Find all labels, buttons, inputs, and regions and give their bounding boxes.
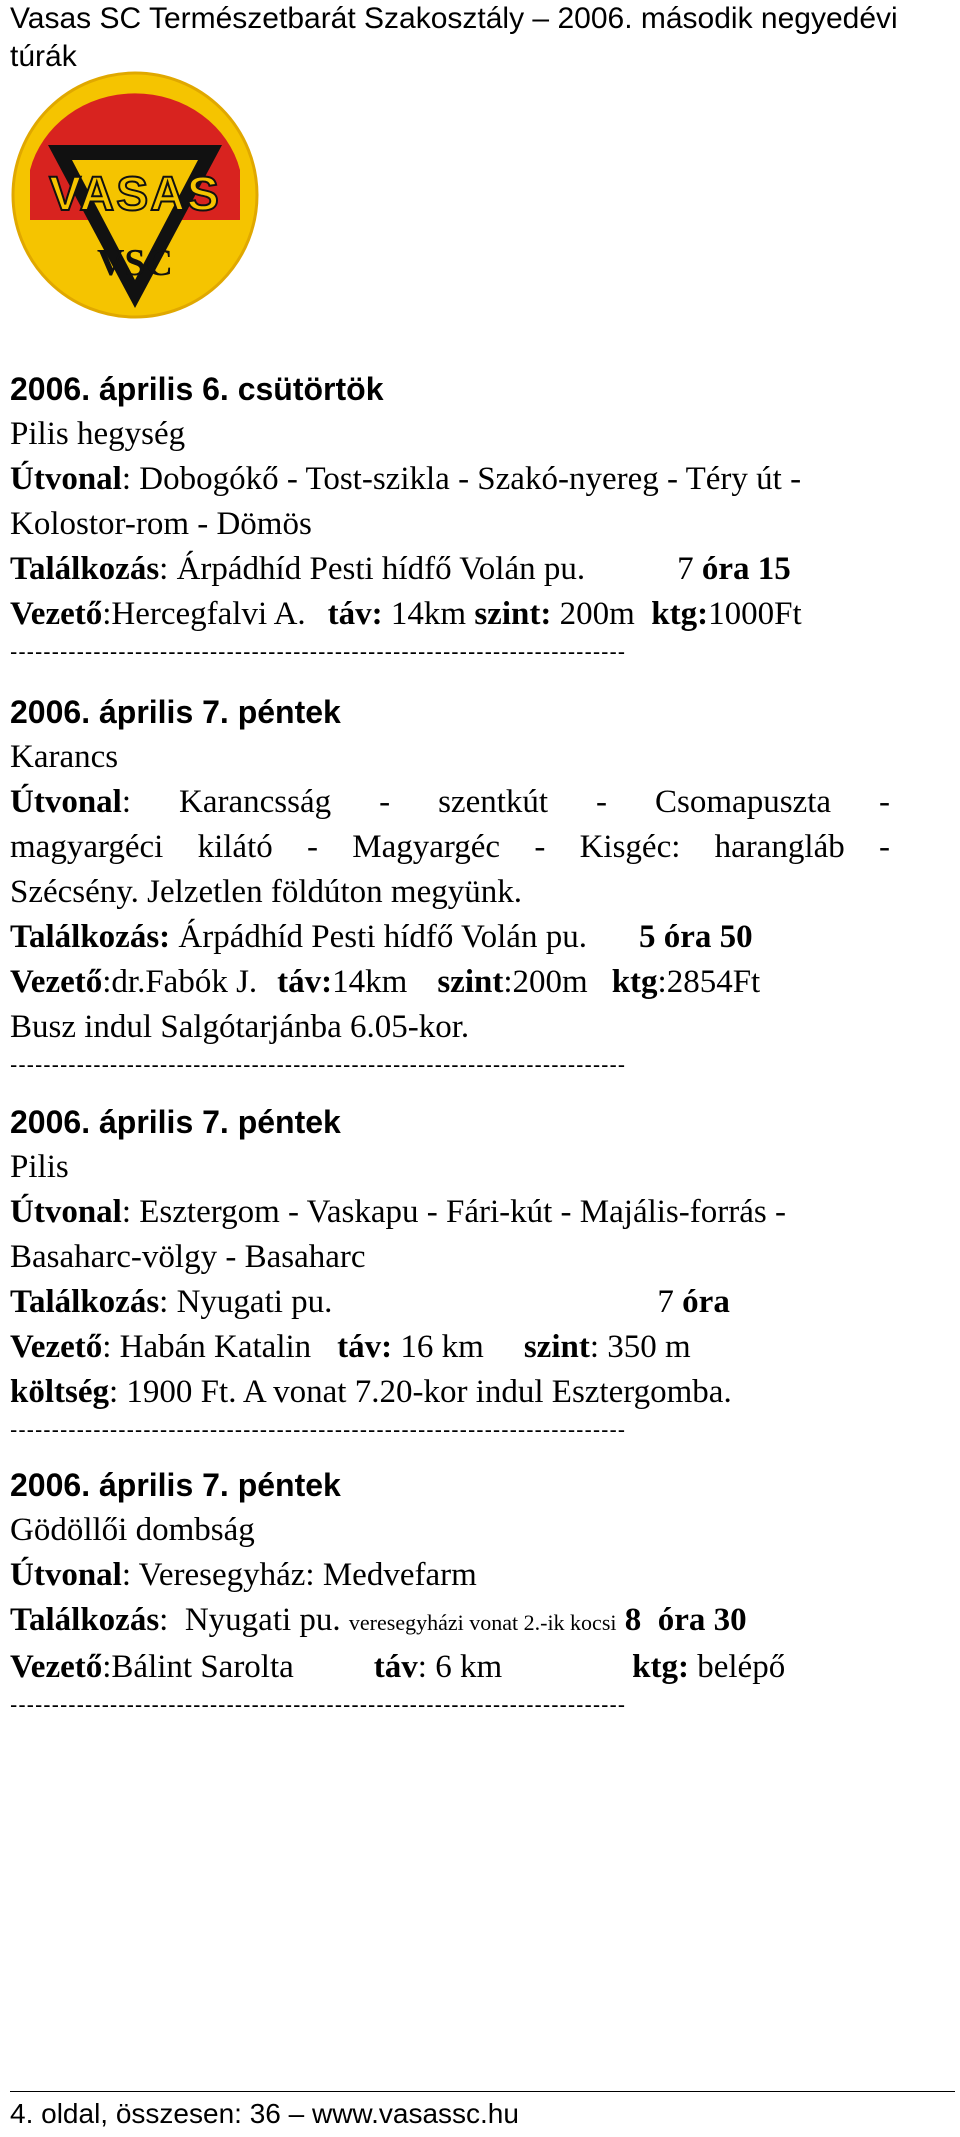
meeting-label: Találkozás (10, 1284, 160, 1320)
meeting-place: Nyugati pu. (176, 1284, 333, 1320)
route-label: Útvonal (10, 1557, 122, 1593)
tour-area: Karancs (10, 739, 119, 775)
time-minute: 15 (757, 551, 791, 587)
vasas-logo (10, 70, 260, 320)
meeting-place: Árpádhíd Pesti hídfő Volán pu. (176, 551, 586, 587)
tour-date: 2006. április 7. péntek (10, 1467, 341, 1503)
meeting-note: veresegyházi vonat 2.-ik kocsi (348, 1610, 617, 1635)
cost-label: ktg (611, 964, 658, 1000)
cost-long-label: költség (10, 1374, 109, 1410)
tour-date: 2006. április 6. csütörtök (10, 371, 384, 407)
tour-details: Vezető:Bálint Sarolta táv: 6 km ktg: belépő (10, 1649, 786, 1685)
page-footer: 4. oldal, összesen: 36 – www.vasassc.hu (10, 2098, 519, 2129)
tour-2 (10, 690, 930, 1080)
elevation-label: szint (474, 596, 541, 632)
tour-area: Gödöllői dombság (10, 1512, 255, 1548)
leader-name: Bálint Sarolta (111, 1649, 294, 1685)
tour-note: A vonat 7.20-kor indul Esztergomba. (242, 1374, 732, 1410)
meeting-place: Árpádhíd Pesti hídfő Volán pu. (178, 919, 587, 955)
route-text: Kolostor-rom - Dömös (10, 506, 312, 542)
hour-label: óra (682, 1284, 730, 1320)
tour-area: Pilis hegység (10, 416, 186, 452)
tour-meeting: Találkozás: Árpádhíd Pesti hídfő Volán pu. 5 óra 50 (10, 919, 753, 955)
tour-note: Busz indul Salgótarjánba 6.05-kor. (10, 1009, 470, 1045)
cost-value: belépő (697, 1649, 786, 1685)
elevation-label: szint (437, 964, 504, 1000)
leader-name: Hercegfalvi A. (111, 596, 306, 632)
time-hour: 5 (638, 919, 656, 955)
time-hour: 8 (624, 1602, 642, 1638)
elevation-label: szint (523, 1329, 590, 1365)
tour-meeting: Találkozás: Nyugati pu. veresegyházi vonat 2.-ik kocsi 8 óra 30 (10, 1602, 747, 1638)
cost-value: 2854Ft (666, 964, 761, 1000)
leader-label: Vezető (10, 596, 103, 632)
tour-1 (10, 367, 930, 667)
logo-initials: VSC (96, 242, 174, 284)
elevation-value: 200m (512, 964, 588, 1000)
distance-label: táv (277, 964, 322, 1000)
tour-3 (10, 1100, 930, 1445)
tour-route: Útvonal: Veresegyház: Medvefarm (10, 1557, 477, 1593)
hour-label: óra (657, 1602, 706, 1638)
tour-details: Vezető: Habán Katalin táv: 16 km szint: 350 m (10, 1329, 691, 1365)
tour-details: Vezető:dr.Fabók J. táv:14km szint:200m ktg:2854Ft (10, 964, 761, 1000)
leader-name: Habán Katalin (119, 1329, 312, 1365)
tour-route: Útvonal: Karancsság - szentkút - Csomapuszta - (10, 784, 890, 820)
meeting-label: Találkozás (10, 1602, 160, 1638)
route-label: Útvonal (10, 461, 122, 497)
tour-route: Útvonal: Esztergom - Vaskapu - Fári-kút - Majális-forrás - (10, 1194, 786, 1230)
route-text: Dobogókő - Tost-szikla - Szakó-nyereg - Téry út - (139, 461, 802, 497)
route-text: Basaharc-völgy - Basaharc (10, 1239, 366, 1275)
leader-label: Vezető (10, 964, 103, 1000)
route-text: Szécsény. Jelzetlen földúton megyünk. (10, 874, 522, 910)
distance-label: táv (327, 596, 372, 632)
distance-label: táv (373, 1649, 418, 1685)
meeting-place: Nyugati pu. (184, 1602, 341, 1638)
leader-label: Vezető (10, 1649, 103, 1685)
hour-label: óra (663, 919, 712, 955)
tour-meeting: Találkozás: Nyugati pu. 7 óra (10, 1284, 730, 1320)
elevation-value: 350 m (607, 1329, 691, 1365)
distance-label: táv (337, 1329, 382, 1365)
route-text: Veresegyház: Medvefarm (138, 1557, 477, 1593)
distance-value: 14km (390, 596, 467, 632)
tour-date: 2006. április 7. péntek (10, 1104, 341, 1140)
time-minute: 30 (713, 1602, 747, 1638)
separator-line: -------------------------------------------------------------------------- (10, 641, 627, 663)
leader-name: dr.Fabók J. (111, 964, 258, 1000)
separator-line: -------------------------------------------------------------------------- (10, 1694, 627, 1716)
page-title: Vasas SC Természetbarát Szakosztály – 2006. második negyedévi túrák (10, 2, 898, 73)
cost-value: 1900 Ft. (126, 1374, 237, 1410)
tour-date: 2006. április 7. péntek (10, 694, 341, 730)
distance-value: 16 km (400, 1329, 484, 1365)
tour-area: Pilis (10, 1149, 69, 1185)
separator-line: -------------------------------------------------------------------------- (10, 1419, 627, 1441)
cost-value: 1000Ft (708, 596, 802, 632)
route-text: magyargéci kilátó - Magyargéc - Kisgéc: harangláb - (10, 829, 890, 865)
tour-details: Vezető:Hercegfalvi A. táv: 14km szint: 200m ktg:1000Ft (10, 596, 802, 632)
tour-meeting: Találkozás: Árpádhíd Pesti hídfő Volán pu. 7 óra 15 (10, 551, 791, 587)
route-label: Útvonal (10, 784, 122, 820)
hour-label: óra (701, 551, 750, 587)
leader-label: Vezető (10, 1329, 103, 1365)
distance-value: 14km (332, 964, 408, 1000)
distance-value: 6 km (435, 1649, 503, 1685)
route-label: Útvonal (10, 1194, 122, 1230)
time-minute: 50 (719, 919, 753, 955)
meeting-label: Találkozás (10, 919, 160, 955)
footer-rule (10, 2091, 955, 2092)
tour-4 (10, 1463, 930, 1720)
tour-route: Útvonal: Dobogókő - Tost-szikla - Szakó-nyereg - Téry út - (10, 461, 802, 497)
logo-text: VASAS (49, 168, 221, 221)
route-text: Esztergom - Vaskapu - Fári-kút - Majális-forrás - (139, 1194, 786, 1230)
tour-cost: költség: 1900 Ft. A vonat 7.20-kor indul Esztergomba. (10, 1374, 732, 1410)
cost-label: ktg (651, 596, 698, 632)
cost-label: ktg (632, 1649, 678, 1685)
elevation-value: 200m (559, 596, 635, 632)
time-hour: 7 (677, 551, 694, 587)
time-hour: 7 (657, 1284, 674, 1320)
meeting-label: Találkozás (10, 551, 160, 587)
route-text: Karancsság - szentkút - Csomapuszta - (179, 784, 890, 820)
separator-line: -------------------------------------------------------------------------- (10, 1054, 627, 1076)
